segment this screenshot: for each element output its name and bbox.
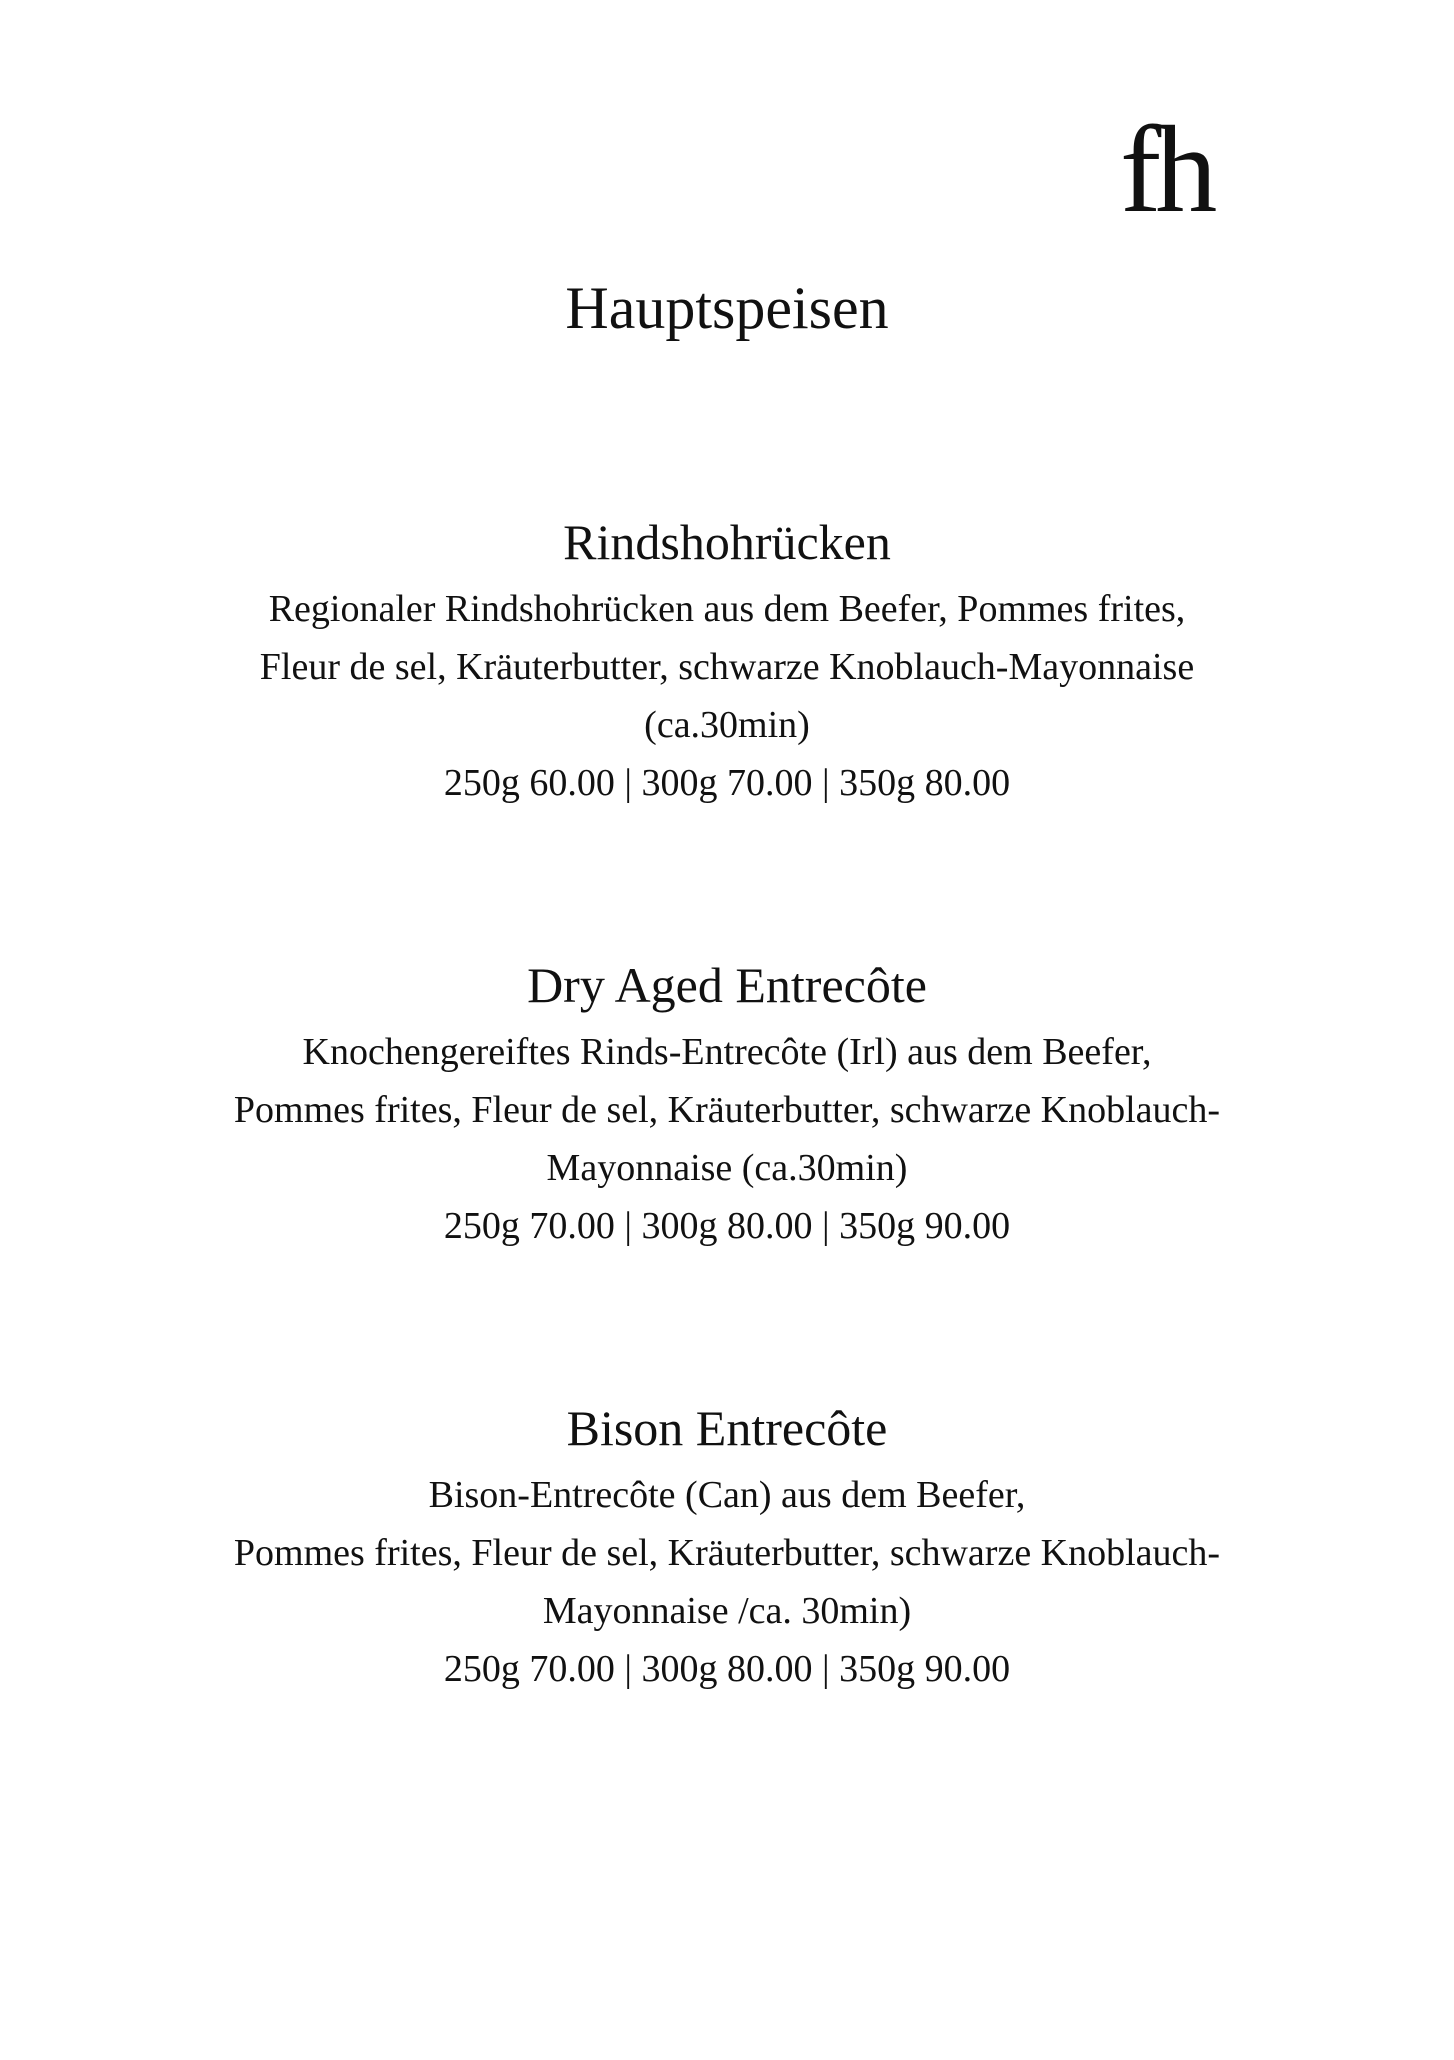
dish-description-line: Knochengereiftes Rinds-Entrecôte (Irl) aus dem Beefer, <box>302 1031 1152 1073</box>
dish-description-line: (ca.30min) <box>644 704 810 746</box>
dish-description-line: Bison-Entrecôte (Can) aus dem Beefer, <box>428 1474 1026 1516</box>
dish-item <box>0 512 1454 812</box>
dish-price: 250g 70.00 | 300g 80.00 | 350g 90.00 <box>443 1205 1011 1247</box>
dish-description-line: Regionaler Rindshohrücken aus dem Beefer, Pommes frites, <box>268 588 1186 630</box>
brand-logo: fh <box>1120 101 1212 238</box>
dish-description-line: Mayonnaise /ca. 30min) <box>542 1590 912 1632</box>
dish-name: Dry Aged Entrecôte <box>527 957 927 1013</box>
page-title: Hauptspeisen <box>565 275 889 341</box>
dish-name: Bison Entrecôte <box>566 1400 888 1456</box>
dish-description <box>0 1023 1454 1197</box>
dish-price: 250g 70.00 | 300g 80.00 | 350g 90.00 <box>443 1648 1011 1690</box>
dish-name: Rindshohrücken <box>563 514 891 570</box>
dish-description <box>0 1466 1454 1640</box>
dish-description-line: Mayonnaise (ca.30min) <box>546 1147 908 1189</box>
dish-item <box>0 1398 1454 1698</box>
dish-description-line: Fleur de sel, Kräuterbutter, schwarze Knoblauch-Mayonnaise <box>259 646 1195 688</box>
dish-description-line: Pommes frites, Fleur de sel, Kräuterbutter, schwarze Knoblauch- <box>233 1089 1221 1131</box>
dish-item <box>0 955 1454 1255</box>
dish-description-line: Pommes frites, Fleur de sel, Kräuterbutter, schwarze Knoblauch- <box>233 1532 1221 1574</box>
dish-price: 250g 60.00 | 300g 70.00 | 350g 80.00 <box>443 762 1011 804</box>
dish-description <box>0 580 1454 754</box>
